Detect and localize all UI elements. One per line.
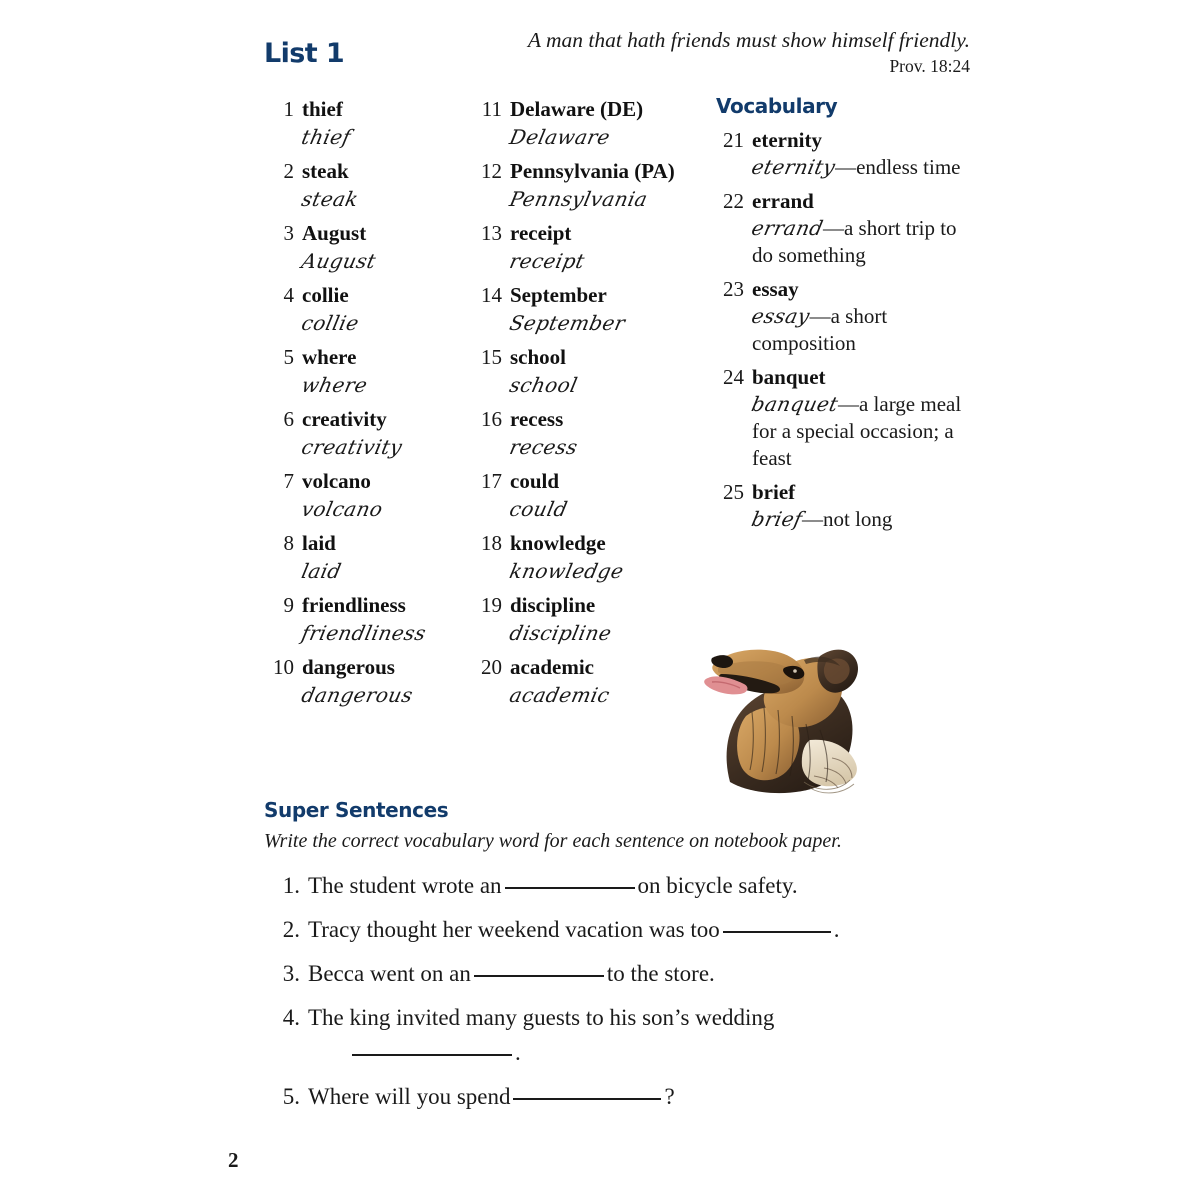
word-script-line	[299, 681, 464, 710]
super-sentence-item	[264, 914, 964, 945]
word-print: discipline	[510, 593, 596, 617]
vocabulary-cursive: brief	[749, 507, 805, 531]
sentence-text-before: Tracy thought her weekend vacation was too	[308, 917, 720, 942]
word-entry	[472, 96, 708, 152]
word-print: creativity	[302, 407, 387, 431]
word-print: Pennsylvania (PA)	[510, 159, 675, 183]
word-script-line	[299, 247, 464, 276]
word-script-line	[299, 371, 464, 400]
word-cursive: dangerous	[299, 683, 416, 707]
word-body	[299, 406, 464, 462]
word-body	[299, 96, 464, 152]
sentence-text-after: ?	[664, 1084, 675, 1109]
super-sentence-item	[264, 1081, 964, 1112]
vocabulary-cursive: essay	[749, 304, 813, 328]
word-cursive: collie	[299, 311, 362, 335]
word-print: school	[510, 345, 567, 369]
sentence-number: 3.	[282, 961, 300, 986]
word-print: collie	[302, 283, 349, 307]
word-script-line	[507, 371, 708, 400]
word-print: academic	[510, 655, 594, 679]
word-entry	[264, 592, 464, 648]
word-script-line	[299, 309, 464, 338]
word-body	[507, 592, 708, 648]
vocabulary-definition-line	[749, 506, 970, 533]
word-print: September	[510, 283, 607, 307]
word-print: recess	[510, 407, 564, 431]
super-sentences-heading: Super Sentences	[264, 798, 449, 822]
word-entry	[264, 158, 464, 214]
word-cursive: thief	[299, 125, 354, 149]
vocabulary-number: 25	[723, 480, 744, 504]
sentence-number: 1.	[282, 873, 300, 898]
word-entry	[264, 220, 464, 276]
answer-blank[interactable]	[352, 1054, 512, 1056]
word-number: 20	[481, 655, 502, 679]
word-entry	[472, 158, 708, 214]
sentence-text-after: on bicycle safety.	[637, 873, 798, 898]
vocabulary-definition-line	[749, 391, 970, 472]
sentence-text-after: to the store.	[606, 961, 715, 986]
sentence-number: 2.	[282, 917, 300, 942]
word-print: Delaware (DE)	[510, 97, 644, 121]
word-cursive: August	[299, 249, 379, 273]
word-body	[299, 220, 464, 276]
word-cursive: steak	[299, 187, 361, 211]
vocabulary-number: 21	[723, 128, 744, 152]
vocabulary-body	[749, 188, 970, 269]
word-cursive: receipt	[507, 249, 588, 273]
word-print: where	[302, 345, 357, 369]
word-number: 9	[283, 593, 294, 617]
word-number: 13	[481, 221, 502, 245]
word-number: 19	[481, 593, 502, 617]
word-script-line	[507, 123, 708, 152]
sentence-text-after: .	[833, 917, 840, 942]
word-body	[507, 468, 708, 524]
word-script-line	[299, 557, 464, 586]
word-cursive: creativity	[299, 435, 405, 459]
word-print: friendliness	[302, 593, 406, 617]
vocabulary-number: 22	[723, 189, 744, 213]
vocabulary-cursive: banquet	[749, 392, 841, 416]
page-number: 2	[228, 1148, 239, 1172]
sentence-wrap-line	[308, 1037, 964, 1068]
word-body	[299, 344, 464, 400]
word-entry	[264, 406, 464, 462]
vocabulary-definition: a short composition	[752, 304, 888, 355]
scripture-verse: A man that hath friends must show himself friendly.	[527, 28, 970, 52]
vocabulary-print: essay	[752, 277, 799, 301]
word-number: 16	[481, 407, 502, 431]
vocabulary-print: brief	[752, 480, 796, 504]
word-body	[299, 530, 464, 586]
word-body	[507, 282, 708, 338]
word-number: 18	[481, 531, 502, 555]
word-entry	[472, 530, 708, 586]
vocabulary-print: eternity	[752, 128, 822, 152]
word-cursive: volcano	[299, 497, 386, 521]
word-body	[299, 592, 464, 648]
word-number: 12	[481, 159, 502, 183]
page-title: List 1	[264, 38, 345, 69]
word-script-line	[299, 619, 464, 648]
word-cursive: academic	[507, 683, 613, 707]
scripture-reference: Prov. 18:24	[889, 56, 970, 77]
word-print: laid	[302, 531, 336, 555]
word-entry	[472, 592, 708, 648]
word-body	[507, 220, 708, 276]
word-cursive: discipline	[507, 621, 614, 645]
word-script-line	[507, 247, 708, 276]
super-sentence-item	[264, 1002, 964, 1068]
word-number: 15	[481, 345, 502, 369]
word-number: 11	[481, 97, 502, 121]
sentence-text-before: Where will you spend	[308, 1084, 511, 1109]
vocabulary-heading: Vocabulary	[716, 94, 838, 118]
vocabulary-body	[749, 479, 970, 533]
super-sentences-instructions: Write the correct vocabulary word for each sentence on notebook paper.	[264, 830, 842, 852]
word-entry	[264, 96, 464, 152]
word-print: dangerous	[302, 655, 395, 679]
word-print: steak	[302, 159, 349, 183]
vocabulary-entry	[712, 188, 970, 269]
vocabulary-definition-line	[749, 215, 970, 269]
vocabulary-number: 24	[723, 365, 744, 389]
vocabulary-dash: —	[835, 155, 857, 179]
vocabulary-definition-line	[749, 154, 970, 181]
word-script-line	[299, 123, 464, 152]
word-entry	[264, 282, 464, 338]
super-sentence-item	[264, 870, 964, 901]
vocabulary-body	[749, 276, 970, 357]
word-print: could	[510, 469, 560, 493]
word-body	[299, 158, 464, 214]
word-cursive: school	[507, 373, 580, 397]
collie-dog-illustration	[692, 612, 882, 797]
word-body	[507, 344, 708, 400]
sentence-text-before: The king invited many guests to his son’s wedding	[308, 1005, 775, 1030]
word-cursive: could	[507, 497, 570, 521]
word-entry	[472, 282, 708, 338]
word-body	[299, 468, 464, 524]
word-print: volcano	[302, 469, 371, 493]
word-number: 14	[481, 283, 502, 307]
word-body	[507, 158, 708, 214]
word-cursive: Delaware	[507, 125, 613, 149]
vocabulary-dash: —	[809, 304, 831, 328]
word-cursive: friendliness	[299, 621, 429, 645]
vocabulary-print: banquet	[752, 365, 826, 389]
sentence-number: 4.	[282, 1005, 300, 1030]
vocabulary-entry	[712, 127, 970, 181]
word-entry	[264, 468, 464, 524]
vocabulary-definition-line	[749, 303, 970, 357]
word-cursive: laid	[299, 559, 344, 583]
scripture-block	[410, 28, 970, 78]
word-script-line	[507, 495, 708, 524]
word-entry	[472, 220, 708, 276]
vocabulary-print: errand	[752, 189, 814, 213]
word-body	[299, 282, 464, 338]
word-number: 6	[283, 407, 294, 431]
vocabulary-entry	[712, 479, 970, 533]
word-script-line	[507, 185, 708, 214]
word-script-line	[507, 557, 708, 586]
word-entry	[472, 654, 708, 710]
sentence-text-before: The student wrote an	[308, 873, 502, 898]
vocabulary-body	[749, 127, 970, 181]
word-column-2	[472, 96, 708, 716]
word-entry	[264, 654, 464, 710]
word-print: receipt	[510, 221, 572, 245]
sentence-text-after: .	[515, 1040, 521, 1065]
word-body	[507, 654, 708, 710]
word-entry	[264, 530, 464, 586]
word-script-line	[507, 433, 708, 462]
word-script-line	[299, 185, 464, 214]
super-sentences-section	[264, 800, 964, 1125]
sentence-text-before: Becca went on an	[308, 961, 471, 986]
word-entry	[264, 344, 464, 400]
word-body	[299, 654, 464, 710]
word-cursive: knowledge	[507, 559, 626, 583]
word-entry	[472, 406, 708, 462]
word-print: August	[302, 221, 367, 245]
vocabulary-dash: —	[837, 392, 859, 416]
word-body	[507, 530, 708, 586]
vocabulary-number: 23	[723, 277, 744, 301]
word-body	[507, 406, 708, 462]
answer-blank[interactable]	[505, 887, 635, 889]
vocabulary-definition: not long	[823, 507, 893, 531]
word-cursive: where	[299, 373, 370, 397]
word-number: 3	[283, 221, 294, 245]
vocabulary-entry	[712, 364, 970, 472]
vocabulary-column	[712, 96, 970, 540]
sentence-number: 5.	[282, 1084, 300, 1109]
word-column-1	[264, 96, 464, 716]
word-cursive: September	[507, 311, 628, 335]
word-number: 7	[283, 469, 294, 493]
super-sentence-item	[264, 958, 964, 989]
word-entry	[472, 468, 708, 524]
word-script-line	[299, 495, 464, 524]
page-header	[264, 28, 970, 90]
vocabulary-cursive: errand	[749, 216, 826, 240]
word-number: 8	[283, 531, 294, 555]
word-script-line	[507, 309, 708, 338]
vocabulary-definition: endless time	[856, 155, 961, 179]
word-script-line	[507, 619, 708, 648]
word-entry	[472, 344, 708, 400]
vocabulary-definition: a large meal for a special occasion; a feast	[752, 392, 962, 470]
vocabulary-entry	[712, 276, 970, 357]
word-print: knowledge	[510, 531, 606, 555]
vocabulary-definition: a short trip to do something	[752, 216, 957, 267]
word-number: 1	[283, 97, 294, 121]
word-number: 4	[283, 283, 294, 307]
vocabulary-body	[749, 364, 970, 472]
answer-blank[interactable]	[513, 1098, 661, 1100]
vocabulary-dash: —	[802, 507, 823, 531]
answer-blank[interactable]	[474, 975, 604, 977]
word-number: 17	[481, 469, 502, 493]
answer-blank[interactable]	[723, 931, 831, 933]
word-number: 10	[273, 655, 294, 679]
word-number: 5	[283, 345, 294, 369]
vocabulary-cursive: eternity	[749, 155, 838, 179]
word-script-line	[299, 433, 464, 462]
word-body	[507, 96, 708, 152]
vocabulary-dash: —	[822, 216, 844, 240]
word-script-line	[507, 681, 708, 710]
word-cursive: recess	[507, 435, 580, 459]
word-print: thief	[302, 97, 343, 121]
word-number: 2	[283, 159, 294, 183]
word-cursive: Pennsylvania	[507, 187, 650, 211]
